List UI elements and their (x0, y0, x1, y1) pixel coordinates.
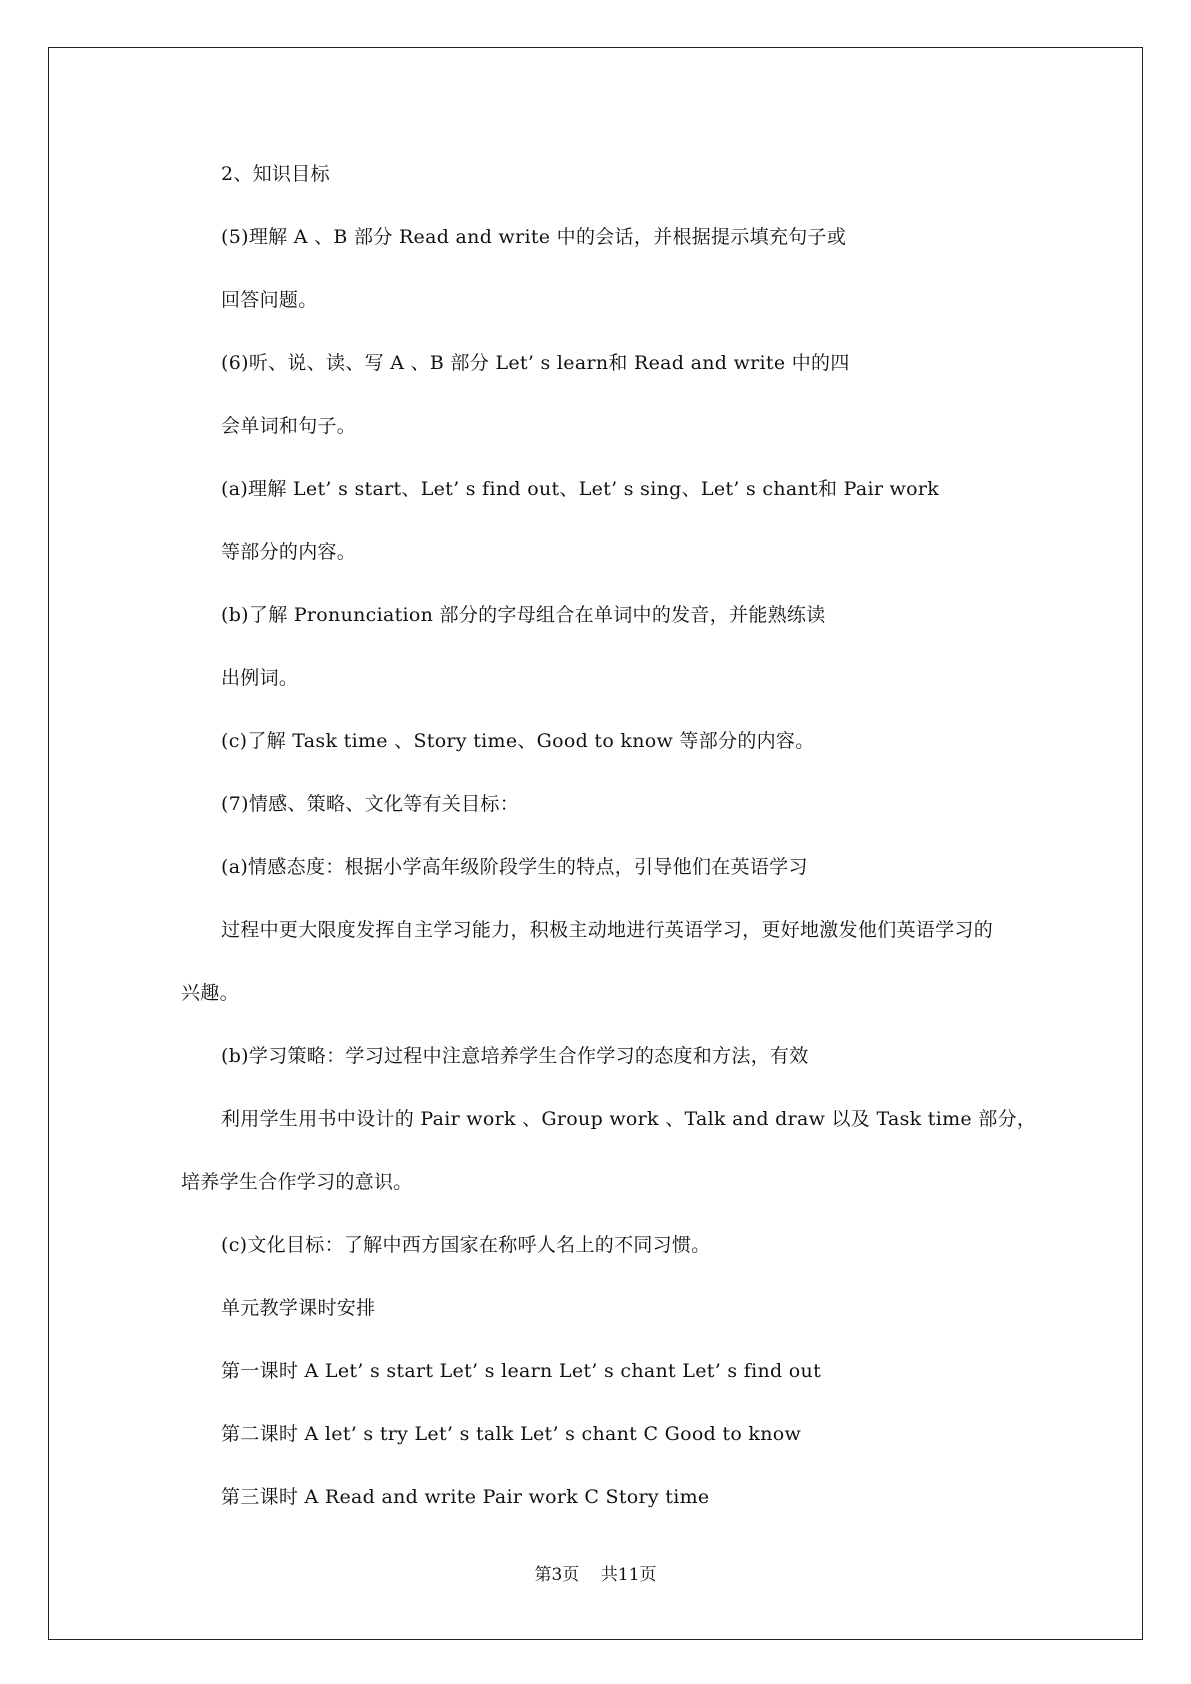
paragraph-line: (b)学习策略：学习过程中注意培养学生合作学习的态度和方法，有效 (221, 1045, 809, 1067)
paragraph-line: 培养学生合作学习的意识。 (181, 1171, 413, 1193)
paragraph-line: (6)听、说、读、写 A 、B 部分 Let’ s learn和 Read and write 中的四 (221, 352, 850, 374)
paragraph-line: (a)情感态度：根据小学高年级阶段学生的特点，引导他们在英语学习 (221, 856, 808, 878)
schedule-item: 第一课时 A Let’ s start Let’ s learn Let’ s chant Let’ s find out (221, 1360, 822, 1382)
paragraph-line: 出例词。 (221, 667, 299, 689)
paragraph-line: (c)了解 Task time 、Story time、Good to know 等部分的内容。 (221, 730, 815, 752)
paragraph-line: (5)理解 A 、B 部分 Read and write 中的会话，并根据提示填充句子或 (221, 226, 847, 248)
paragraph-line: (c)文化目标：了解中西方国家在称呼人名上的不同习惯。 (221, 1234, 711, 1256)
paragraph-line: (b)了解 Pronunciation 部分的字母组合在单词中的发音，并能熟练读 (221, 604, 826, 626)
paragraph-line: 兴趣。 (181, 982, 239, 1004)
paragraph-line: 过程中更大限度发挥自主学习能力，积极主动地进行英语学习，更好地激发他们英语学习的 (221, 919, 994, 941)
paragraph-line: (7)情感、策略、文化等有关目标： (221, 793, 520, 815)
page-number-footer: 第3页 共11页 (534, 1565, 657, 1585)
page-border (48, 47, 1143, 1640)
paragraph-line: 回答问题。 (221, 289, 318, 311)
paragraph-line: 等部分的内容。 (221, 541, 357, 563)
paragraph-line: (a)理解 Let’ s start、Let’ s find out、Let’ s sing、Let’ s chant和 Pair work (221, 478, 940, 500)
schedule-item: 第二课时 A let’ s try Let’ s talk Let’ s chant C Good to know (221, 1423, 802, 1445)
paragraph-line: 利用学生用书中设计的 Pair work 、Group work 、Talk and draw 以及 Task time 部分， (221, 1108, 1037, 1130)
section-heading-lesson-schedule: 单元教学课时安排 (221, 1297, 376, 1319)
schedule-item: 第三课时 A Read and write Pair work C Story time (221, 1486, 710, 1508)
section-heading-knowledge-goals: 2、知识目标 (221, 163, 330, 185)
paragraph-line: 会单词和句子。 (221, 415, 357, 437)
